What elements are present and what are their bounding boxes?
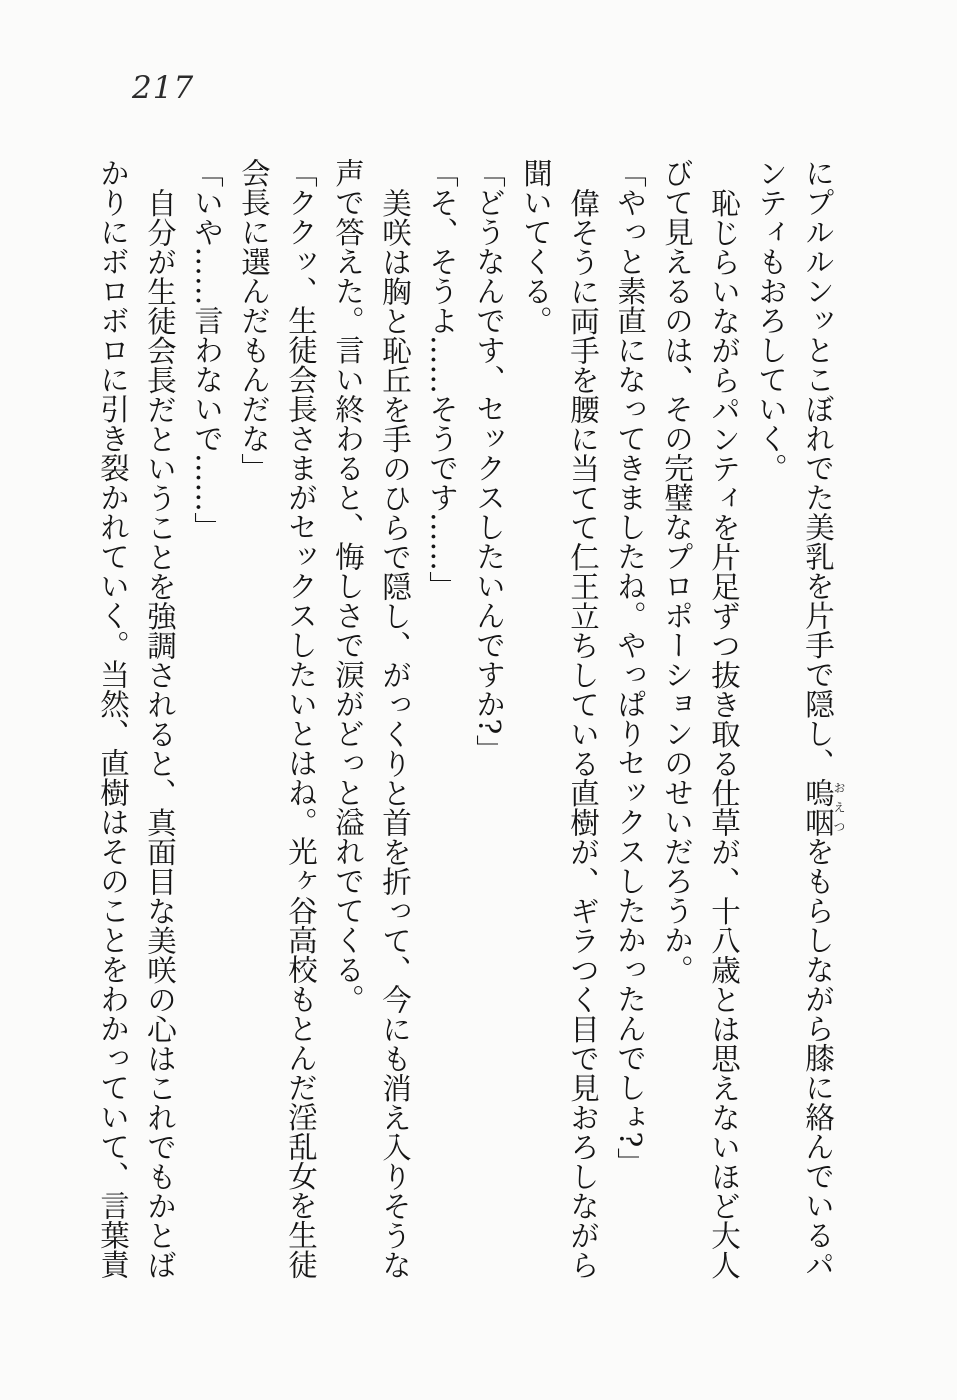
ruby-annotated-word: 嗚咽おえつ (801, 777, 846, 837)
paragraph: 「やっと素直になってきましたね。やっぱりセックスしたかったんでしょ?」 (613, 158, 647, 1177)
text-block (93, 158, 845, 1282)
paragraph: 「どうなんです、セックスしたいんですか?」 (472, 158, 506, 764)
paragraph: 「ククッ、生徒会長さまがセックスしたいとはね。光ヶ谷高校もとんだ淫乱女を生徒会長に選んだもんだな」 (237, 158, 318, 1279)
paragraph: 「いや……言わないで……」 (190, 158, 224, 542)
paragraph: 美咲は胸と恥丘を手のひらで隠し、がっくりと首を折って、今にも消え入りそうな声で答えた。言い終わると、悔しさで涙がどっと溢れでてくる。 (331, 158, 412, 1279)
paragraph: 自分が生徒会長だということを強調されると、真面目な美咲の心はこれでもかとばかりにボロボロに引き裂かれていく。当然、直樹はそのことをわかっていて、言葉責 (96, 158, 177, 1279)
paragraph: 恥じらいながらパンティを片足ずつ抜き取る仕草が、十八歳とは思えないほど大人びて見えるのは、その完璧なプロポーションのせいだろうか。 (660, 158, 741, 1279)
page-number: 217 (132, 70, 195, 106)
paragraph: 「そ、そうよ……そうです……」 (425, 158, 459, 601)
paragraph: にプルルンッとこぼれでた美乳を片手で隠し、嗚咽おえつをもらしながら膝に絡んでいるパンティもおろしていく。 (754, 158, 846, 1279)
paragraph: 偉そうに両手を腰に当てて仁王立ちしている直樹が、ギラつく目で見おろしながら聞いてくる。 (519, 158, 600, 1279)
